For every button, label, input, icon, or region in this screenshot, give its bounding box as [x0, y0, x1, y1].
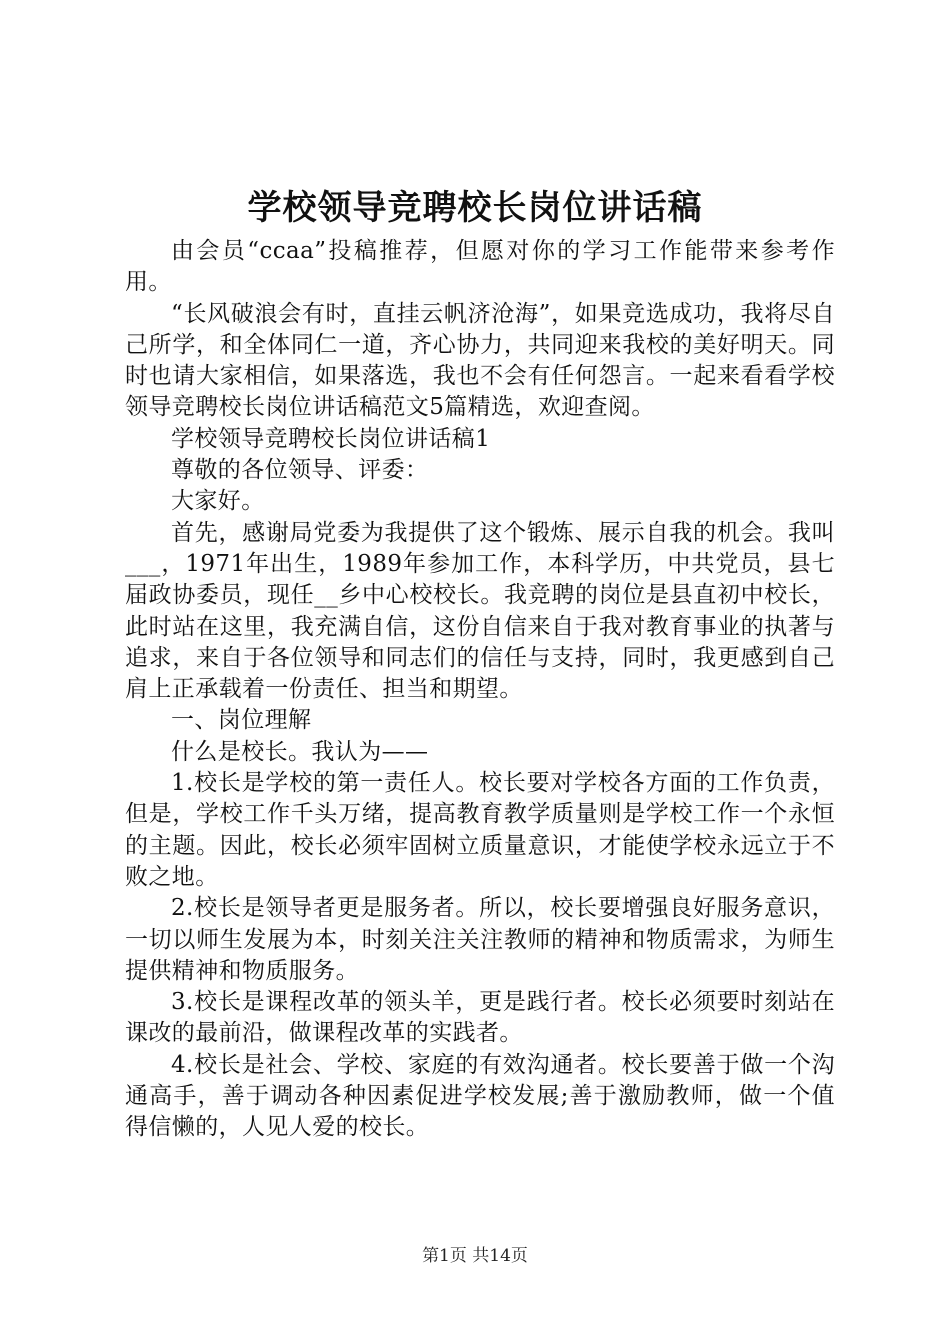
list-item-1: 1.校长是学校的第一责任人。校长要对学校各方面的工作负责，但是，学校工作千头万绪，提高教育教学质量则是学校工作一个永恒的主题。因此，校长必须牢固树立质量意识，才能使学校永远立于不败之地。 — [125, 770, 835, 890]
self-introduction-paragraph: 首先，感谢局党委为我提供了这个锻炼、展示自我的机会。我叫___，1971年出生，1989年参加工作，本科学历，中共党员，县七届政协委员，现任__乡中心校校长。我竞聘的岗位是县直初中校长，此时站在这里，我充满自信，这份自信来自于我对教育事业的执著与追求，来自于各位领导和同志们的信任与支持，同时，我更感到自己肩上正承载着一份责任、担当和期望。 — [125, 519, 835, 703]
summary-paragraph: “长风破浪会有时，直挂云帆济沧海”，如果竞选成功，我将尽自己所学，和全体同仁一道，齐心协力，共同迎来我校的美好明天。同时也请大家相信，如果落选，我也不会有任何怨言。一起来看看学校领导竞聘校长岗位讲话稿范文5篇精选，欢迎查阅。 — [125, 300, 835, 421]
list-item-4: 4.校长是社会、学校、家庭的有效沟通者。校长要善于做一个沟通高手，善于调动各种因素促进学校发展;善于激励教师，做一个值得信懒的，人见人爱的校长。 — [125, 1051, 835, 1141]
page-number-footer: 第1页 共14页 — [422, 1246, 528, 1266]
list-item-2: 2.校长是领导者更是服务者。所以，校长要增强良好服务意识，一切以师生发展为本，时刻关注关注教师的精神和物质需求，为师生提供精神和物质服务。 — [125, 895, 835, 984]
greeting: 大家好。 — [171, 488, 265, 515]
document-title: 学校领导竞聘校长岗位讲话稿 — [247, 188, 703, 228]
section-heading-post-understanding: 一、岗位理解 — [171, 707, 312, 734]
question-paragraph: 什么是校长。我认为—— — [171, 738, 429, 765]
intro-paragraph: 由会员“ccaa”投稿推荐，但愿对你的学习工作能带来参考作用。 — [125, 238, 835, 296]
list-item-3: 3.校长是课程改革的领头羊，更是践行者。校长必须要时刻站在课改的最前沿，做课程改革的实践者。 — [125, 989, 835, 1047]
speech-heading: 学校领导竞聘校长岗位讲话稿1 — [171, 425, 491, 452]
salutation: 尊敬的各位领导、评委： — [171, 457, 429, 484]
document-body — [125, 236, 835, 1144]
